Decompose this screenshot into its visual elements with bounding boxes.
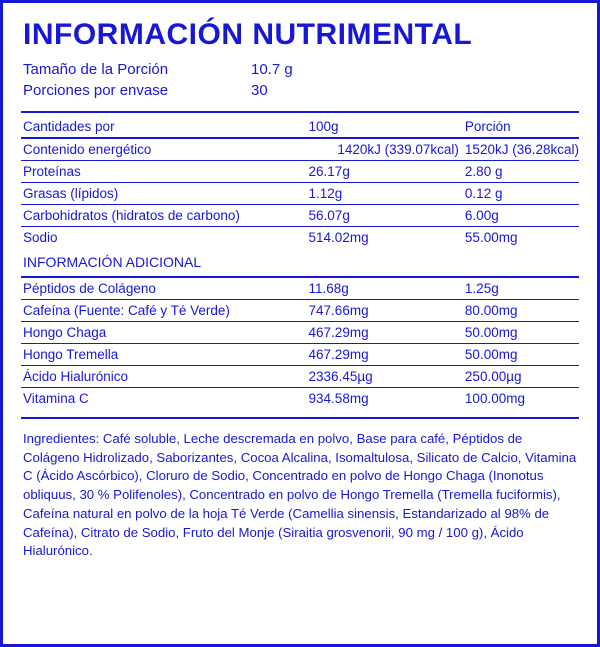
table-row bbox=[21, 300, 579, 322]
table-row bbox=[21, 183, 579, 205]
divider-ingredients bbox=[21, 417, 579, 419]
ingredients-text: Ingredientes: Café soluble, Leche descremada en polvo, Base para café, Péptidos de Colágeno Hidrolizado, Saborizantes, Cocoa Alcalina, Isomaltulosa, Silicato de Calcio, Vitamina C (Ácido Ascórbico), Cloruro de Sodio, Concentrado en polvo de Hongo Chaga (Inonotus obliquus, 30 % Polifenoles), Concentrado en polvo de Hongo Tremella (Tremella fuciformis), Cafeína natural en polvo de la hoja Té Verde (Camellia sinensis, Estandarizado al 98% de Cafeína), Citrato de Sodio, Fruto del Monje (Siraitia grosvenorii, 90 mg / 100 g), Ácido Hialurónico. bbox=[23, 431, 577, 559]
row-value-portion: 80.00mg bbox=[463, 300, 579, 322]
row-name: Cafeína (Fuente: Café y Té Verde) bbox=[21, 300, 307, 322]
portion-size-row bbox=[23, 59, 579, 81]
row-name: Contenido energético bbox=[21, 138, 307, 161]
row-value-portion: 100.00mg bbox=[464, 391, 525, 406]
header-name: Cantidades por bbox=[21, 116, 307, 138]
row-name: Hongo Tremella bbox=[21, 344, 307, 366]
table-row bbox=[21, 227, 579, 249]
table-row bbox=[21, 277, 579, 300]
row-name: Carbohidratos (hidratos de carbono) bbox=[21, 205, 307, 227]
row-value-portion: 2.80 g bbox=[463, 161, 579, 183]
row-name: Hongo Chaga bbox=[21, 322, 307, 344]
row-value-100g: 747.66mg bbox=[307, 300, 463, 322]
row-value-portion: 0.12 g bbox=[463, 183, 579, 205]
row-name: Vitamina C bbox=[23, 391, 89, 406]
row-value-100g: 1420kJ (339.07kcal) bbox=[307, 138, 463, 161]
row-name: Grasas (lípidos) bbox=[21, 183, 307, 205]
row-value-100g: 11.68g bbox=[307, 277, 463, 300]
row-value-portion: 1520kJ (36.28kcal) bbox=[463, 138, 579, 161]
nutrition-table bbox=[21, 116, 579, 409]
row-value-100g: 514.02mg bbox=[308, 230, 369, 245]
row-value-100g: 56.07g bbox=[307, 205, 463, 227]
table-row bbox=[21, 205, 579, 227]
row-name: Péptidos de Colágeno bbox=[21, 277, 307, 300]
divider-top bbox=[21, 111, 579, 113]
row-value-portion: 50.00mg bbox=[463, 322, 579, 344]
table-row bbox=[21, 366, 579, 388]
portion-size-value: 10.7 g bbox=[251, 60, 293, 78]
table-header-row bbox=[21, 116, 579, 138]
row-value-100g: 2336.45µg bbox=[307, 366, 463, 388]
row-value-portion: 55.00mg bbox=[464, 230, 518, 245]
portion-size-label: Tamaño de la Porción bbox=[23, 60, 169, 78]
row-name: Sodio bbox=[23, 230, 58, 245]
row-value-portion: 250.00µg bbox=[463, 366, 579, 388]
servings-label: Porciones por envase bbox=[23, 82, 169, 100]
table-row bbox=[21, 388, 579, 410]
table-row bbox=[21, 344, 579, 366]
header-100g: 100g bbox=[307, 116, 463, 138]
servings-row bbox=[23, 80, 579, 102]
row-value-portion: 1.25g bbox=[463, 277, 579, 300]
additional-section-title: INFORMACIÓN ADICIONAL bbox=[21, 248, 579, 277]
header-portion: Porción bbox=[463, 116, 579, 138]
additional-section-title-row bbox=[21, 248, 579, 277]
table-row bbox=[21, 138, 579, 161]
row-value-100g: 26.17g bbox=[307, 161, 463, 183]
row-value-100g: 1.12g bbox=[307, 183, 463, 205]
row-value-100g: 467.29mg bbox=[307, 344, 463, 366]
row-name: Ácido Hialurónico bbox=[21, 366, 307, 388]
row-value-portion: 50.00mg bbox=[463, 344, 579, 366]
servings-value: 30 bbox=[251, 82, 268, 100]
table-row bbox=[21, 322, 579, 344]
row-name: Proteínas bbox=[21, 161, 307, 183]
row-value-100g: 934.58mg bbox=[308, 391, 369, 406]
table-row bbox=[21, 161, 579, 183]
portion-block bbox=[23, 59, 579, 103]
page-title: INFORMACIÓN NUTRIMENTAL bbox=[23, 18, 473, 51]
row-value-portion: 6.00g bbox=[463, 205, 579, 227]
row-value-100g: 467.29mg bbox=[307, 322, 463, 344]
